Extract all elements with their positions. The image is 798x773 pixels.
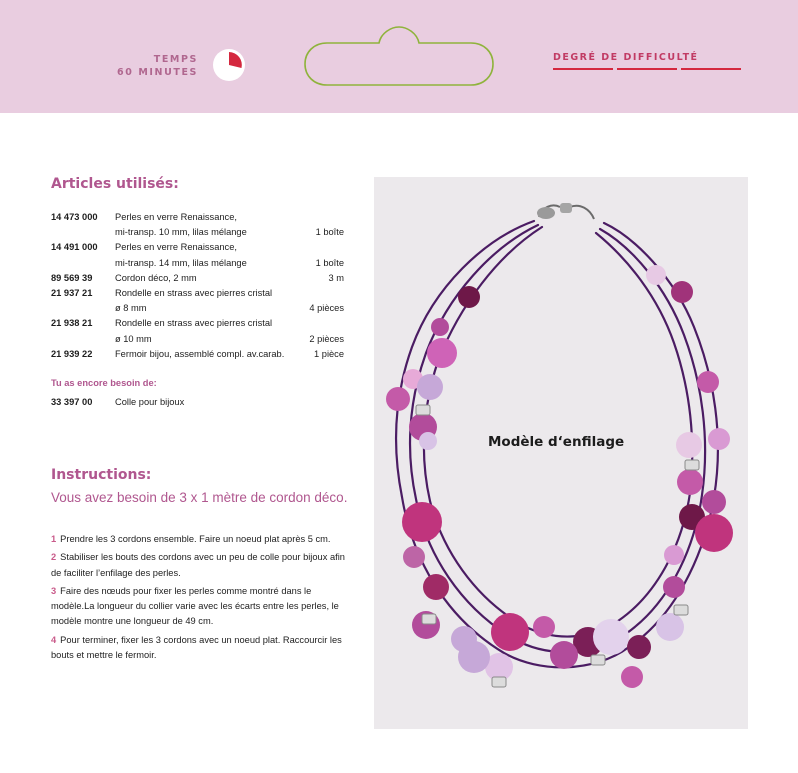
article-desc: Fermoir bijou, assemblé compl. av.carab.: [115, 348, 285, 359]
article-desc: Rondelle en strass avec pierres cristal: [115, 288, 273, 299]
article-qty: 1 boîte: [315, 257, 344, 268]
difficulty-bars: [553, 68, 741, 70]
article-desc: ø 8 mm: [115, 303, 147, 314]
instructions-subtitle: Vous avez besoin de 3 x 1 mètre de cordon déco.: [51, 490, 348, 505]
step-number: 4: [51, 634, 57, 645]
article-code: 89 569 39: [51, 272, 93, 283]
necklace-illustration: [374, 177, 748, 729]
header-band: [0, 0, 798, 113]
title-frame: [303, 25, 495, 87]
time-value: 60 MINUTES: [117, 67, 198, 78]
step-item: [51, 532, 347, 547]
list-item: [51, 397, 184, 407]
difficulty-bar: [553, 68, 613, 70]
article-code: 21 937 21: [51, 288, 93, 299]
article-desc: Cordon déco, 2 mm: [115, 272, 197, 283]
list-item: [51, 271, 344, 286]
article-desc: ø 10 mm: [115, 333, 152, 344]
difficulty-label: DEGRÉ DE DIFFICULTÉ: [553, 52, 699, 63]
step-item: [51, 584, 347, 630]
article-code: 14 473 000: [51, 212, 98, 222]
step-text: Stabiliser les bouts des cordons avec un peu de colle pour bijoux afin de faciliter l’enfilage des perles.: [51, 552, 345, 578]
step-number: 1: [51, 534, 57, 544]
article-qty: 1 pièce: [314, 348, 344, 359]
step-item: [51, 633, 347, 664]
list-item: [51, 347, 344, 362]
time-label: [117, 53, 198, 79]
photo-caption: Modèle d‘enfilage: [488, 434, 625, 450]
clock-icon: [212, 48, 246, 82]
difficulty-bar: [617, 68, 677, 70]
article-desc: mi-transp. 14 mm, lilas mélange: [115, 257, 247, 268]
difficulty-bar: [681, 68, 741, 70]
instruction-steps: [51, 532, 347, 666]
list-item: [51, 316, 344, 346]
step-text: Faire des nœuds pour fixer les perles comme montré dans le modèle.La longueur du collier varie avec les écarts entre les perles, le modèle montre une longueur de 49 cm.: [51, 585, 339, 627]
article-qty: 1 boîte: [315, 227, 344, 238]
article-desc: Perles en verre Renaissance,: [115, 242, 237, 253]
article-desc: Colle pour bijoux: [115, 397, 185, 407]
article-code: 33 397 00: [51, 397, 93, 407]
need-heading: Tu as encore besoin de:: [51, 378, 157, 388]
article-qty: 4 pièces: [309, 303, 344, 314]
step-text: Pour terminer, fixer les 3 cordons avec un noeud plat. Raccourcir les bouts et mettre le fermoir.: [51, 634, 342, 661]
step-number: 3: [51, 585, 57, 596]
article-code: 21 939 22: [51, 348, 93, 359]
article-code: 21 938 21: [51, 318, 93, 329]
article-desc: mi-transp. 10 mm, lilas mélange: [115, 227, 247, 238]
article-desc: Perles en verre Renaissance,: [115, 212, 237, 222]
step-item: [51, 550, 347, 581]
article-desc: Rondelle en strass avec pierres cristal: [115, 318, 273, 329]
article-code: 14 491 000: [51, 242, 98, 253]
step-number: 2: [51, 552, 57, 563]
list-item: [51, 210, 344, 240]
necklace-photo: [374, 177, 748, 729]
articles-list: [51, 210, 344, 362]
instructions-heading: Instructions:: [51, 467, 152, 483]
step-text: Prendre les 3 cordons ensemble. Faire un noeud plat après 5 cm.: [60, 534, 331, 544]
article-qty: 2 pièces: [309, 333, 344, 344]
list-item: [51, 286, 344, 316]
time-title: TEMPS: [153, 54, 198, 65]
article-qty: 3 m: [328, 272, 344, 283]
articles-heading: Articles utilisés:: [51, 176, 179, 192]
list-item: [51, 240, 344, 270]
